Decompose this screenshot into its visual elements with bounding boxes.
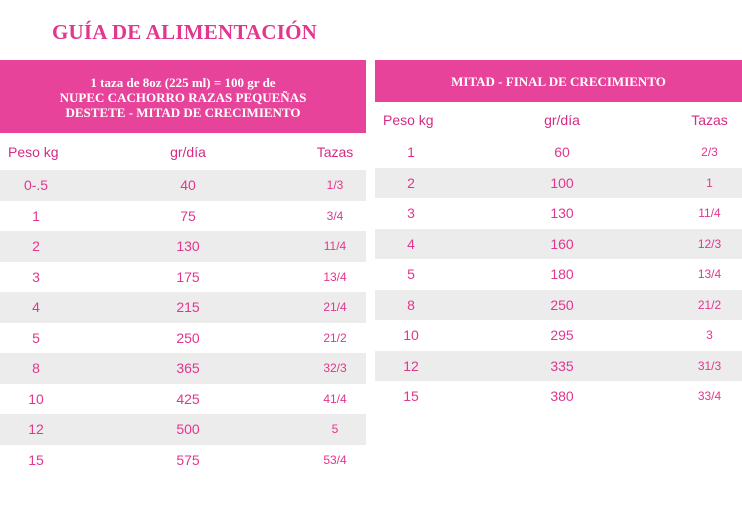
cell-cups: 21/4: [323, 300, 347, 315]
cell-weight: 12: [28, 421, 44, 438]
cell-weight: 1: [32, 207, 40, 224]
page-title: GUÍA DE ALIMENTACIÓN: [52, 20, 317, 44]
cell-grams: 130: [550, 205, 574, 222]
table-row: [375, 137, 742, 168]
table-row: [375, 290, 742, 321]
table-row: [0, 353, 366, 384]
cell-cups: 21/2: [697, 297, 722, 312]
table-row: [0, 170, 366, 201]
cell-weight: 10: [403, 327, 419, 344]
cell-cups: 32/3: [323, 361, 347, 376]
header-cups: Tazas: [316, 143, 354, 160]
banner-line: NUPEC CACHORRO RAZAS PEQUEÑAS: [59, 90, 307, 105]
header-grams: gr/día: [544, 111, 580, 128]
cell-grams: 180: [550, 266, 574, 283]
table-header-row: [0, 133, 366, 170]
cell-grams: 500: [176, 421, 200, 438]
cell-cups: 21/2: [323, 330, 347, 345]
banner-line: 1 taza de 8oz (225 ml) = 100 gr de: [90, 75, 276, 90]
cell-grams: 335: [550, 357, 574, 374]
cell-weight: 8: [32, 360, 40, 377]
cell-weight: 10: [28, 390, 44, 407]
cell-grams: 130: [176, 238, 200, 255]
cell-cups: 33/4: [697, 389, 722, 404]
table-row: [0, 445, 366, 476]
cell-weight: 4: [32, 299, 40, 316]
table-row: [375, 381, 742, 412]
cell-weight: 2: [32, 238, 40, 255]
cell-cups: 12/3: [697, 236, 722, 251]
cell-grams: 250: [550, 296, 574, 313]
cell-cups: 11/4: [323, 239, 347, 254]
cell-grams: 365: [176, 360, 200, 377]
feeding-table-growth: [375, 60, 742, 412]
banner-line: DESTETE - MITAD DE CRECIMIENTO: [65, 105, 301, 120]
cell-weight: 4: [407, 235, 415, 252]
cell-cups: 2/3: [701, 145, 718, 160]
table-banner: [0, 60, 366, 133]
header-cups: Tazas: [691, 111, 728, 128]
cell-weight: 15: [28, 451, 44, 468]
cell-weight: 1: [407, 144, 415, 161]
cell-grams: 425: [176, 390, 200, 407]
table-row: [375, 351, 742, 382]
header-grams: gr/día: [170, 143, 206, 160]
cell-grams: 40: [180, 177, 196, 194]
cell-grams: 160: [550, 235, 574, 252]
table-row: [0, 323, 366, 354]
cell-cups: 53/4: [323, 452, 347, 467]
cell-cups: 11/4: [698, 206, 721, 221]
table-banner: [375, 60, 742, 102]
table-row: [0, 414, 366, 445]
cell-grams: 295: [550, 327, 574, 344]
table-row: [0, 292, 366, 323]
cell-weight: 3: [32, 268, 40, 285]
cell-grams: 175: [176, 268, 200, 285]
banner-line: MITAD - FINAL DE CRECIMIENTO: [451, 73, 666, 89]
table-row: [375, 168, 742, 199]
cell-grams: 100: [550, 174, 574, 191]
cell-cups: 31/3: [697, 358, 722, 373]
table-header-row: [375, 102, 742, 137]
cell-weight: 5: [32, 329, 40, 346]
cell-weight: 8: [407, 296, 415, 313]
cell-weight: 15: [403, 388, 419, 405]
cell-cups: 3/4: [326, 208, 344, 223]
table-row: [0, 201, 366, 232]
header-weight: Peso kg: [383, 111, 434, 128]
table-row: [0, 262, 366, 293]
cell-cups: 13/4: [323, 269, 347, 284]
table-row: [0, 384, 366, 415]
cell-weight: 0-.5: [23, 177, 49, 194]
cell-grams: 60: [554, 144, 570, 161]
table-row: [375, 320, 742, 351]
cell-grams: 380: [550, 388, 574, 405]
cell-grams: 250: [176, 329, 200, 346]
cell-grams: 75: [180, 207, 196, 224]
feeding-table-weaning: [0, 60, 366, 475]
cell-weight: 12: [403, 357, 419, 374]
cell-grams: 215: [176, 299, 200, 316]
cell-cups: 1/3: [326, 178, 344, 193]
cell-weight: 5: [407, 266, 415, 283]
cell-cups: 13/4: [697, 267, 722, 282]
cell-cups: 5: [331, 422, 339, 437]
cell-weight: 3: [407, 205, 415, 222]
cell-weight: 2: [407, 174, 415, 191]
header-weight: Peso kg: [8, 143, 59, 160]
table-row: [375, 259, 742, 290]
cell-cups: 41/4: [323, 391, 347, 406]
cell-grams: 575: [176, 451, 200, 468]
cell-cups: 1: [706, 175, 713, 190]
cell-cups: 3: [706, 328, 713, 343]
table-row: [0, 231, 366, 262]
table-row: [375, 198, 742, 229]
table-row: [375, 229, 742, 260]
